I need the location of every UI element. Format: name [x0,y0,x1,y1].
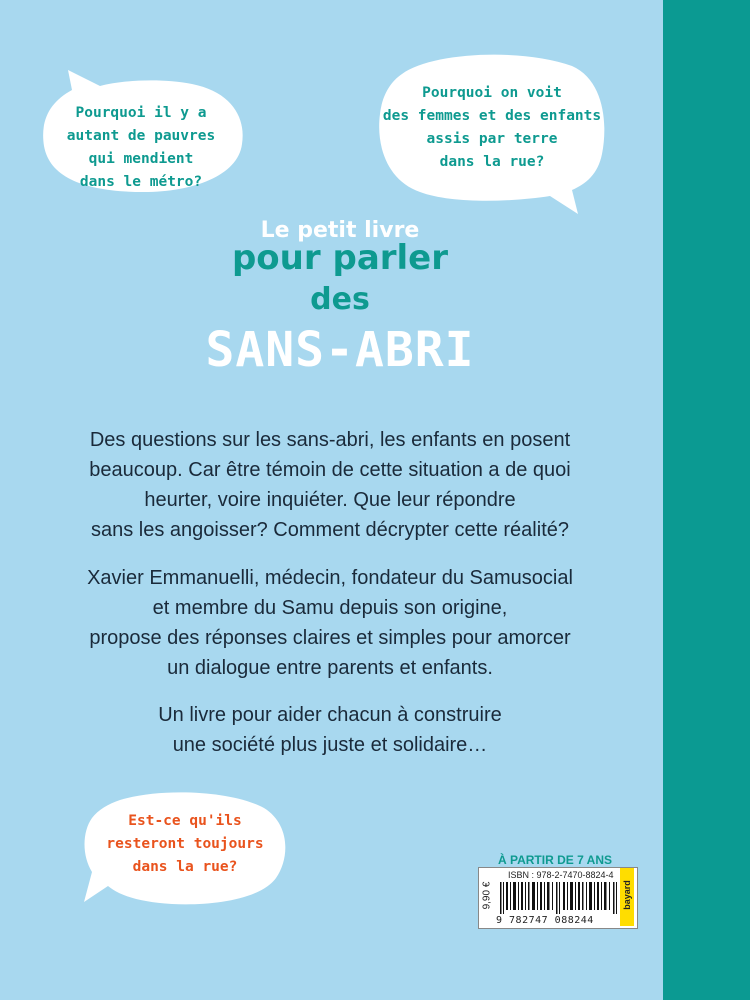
title-main: SANS-ABRI [205,322,475,378]
isbn-text: ISBN : 978-2-7470-8824-4 [508,870,614,880]
title-line-2: pour parler [231,238,449,278]
barcode-icon [500,882,618,914]
ean-number: 9 782747 088244 [496,915,594,926]
title-line-3: des [310,282,370,317]
bubble-text-bottom-left: Est-ce qu'ils resteront toujours dans la rue? [106,813,264,875]
speech-bubble-bottom-left [80,786,290,910]
description-paragraph-1: Des questions sur les sans-abri, les enfants en posent beaucoup. Car être témoin de cette situation a de quoi heurter, voire inquiéter. Que leur répondre sans les angoisser? Comment décrypter cette réalité? [89,429,571,541]
age-recommendation: À PARTIR DE 7 ANS [497,853,612,867]
publisher-logo: bayard [620,868,634,926]
description-paragraph-3: Un livre pour aider chacun à construire une société plus juste et solidaire… [158,704,502,756]
spine-band [663,0,750,1000]
bubble-text-top-left: Pourquoi il y a autant de pauvres qui mendient dans le métro? [66,105,216,190]
title-line-1: Le petit livre [260,218,420,243]
price-label: 9,90 € [481,881,493,910]
bubble-text-top-right: Pourquoi on voit des femmes et des enfants assis par terre dans la rue? [382,85,602,170]
description-paragraph-2: Xavier Emmanuelli, médecin, fondateur du Samusocial et membre du Samu depuis son origine, propose des réponses claires et simples pour amorcer un dialogue entre parents et enfants. [87,567,573,679]
speech-bubble-top-left [32,68,252,198]
speech-bubble-top-right [372,44,612,216]
